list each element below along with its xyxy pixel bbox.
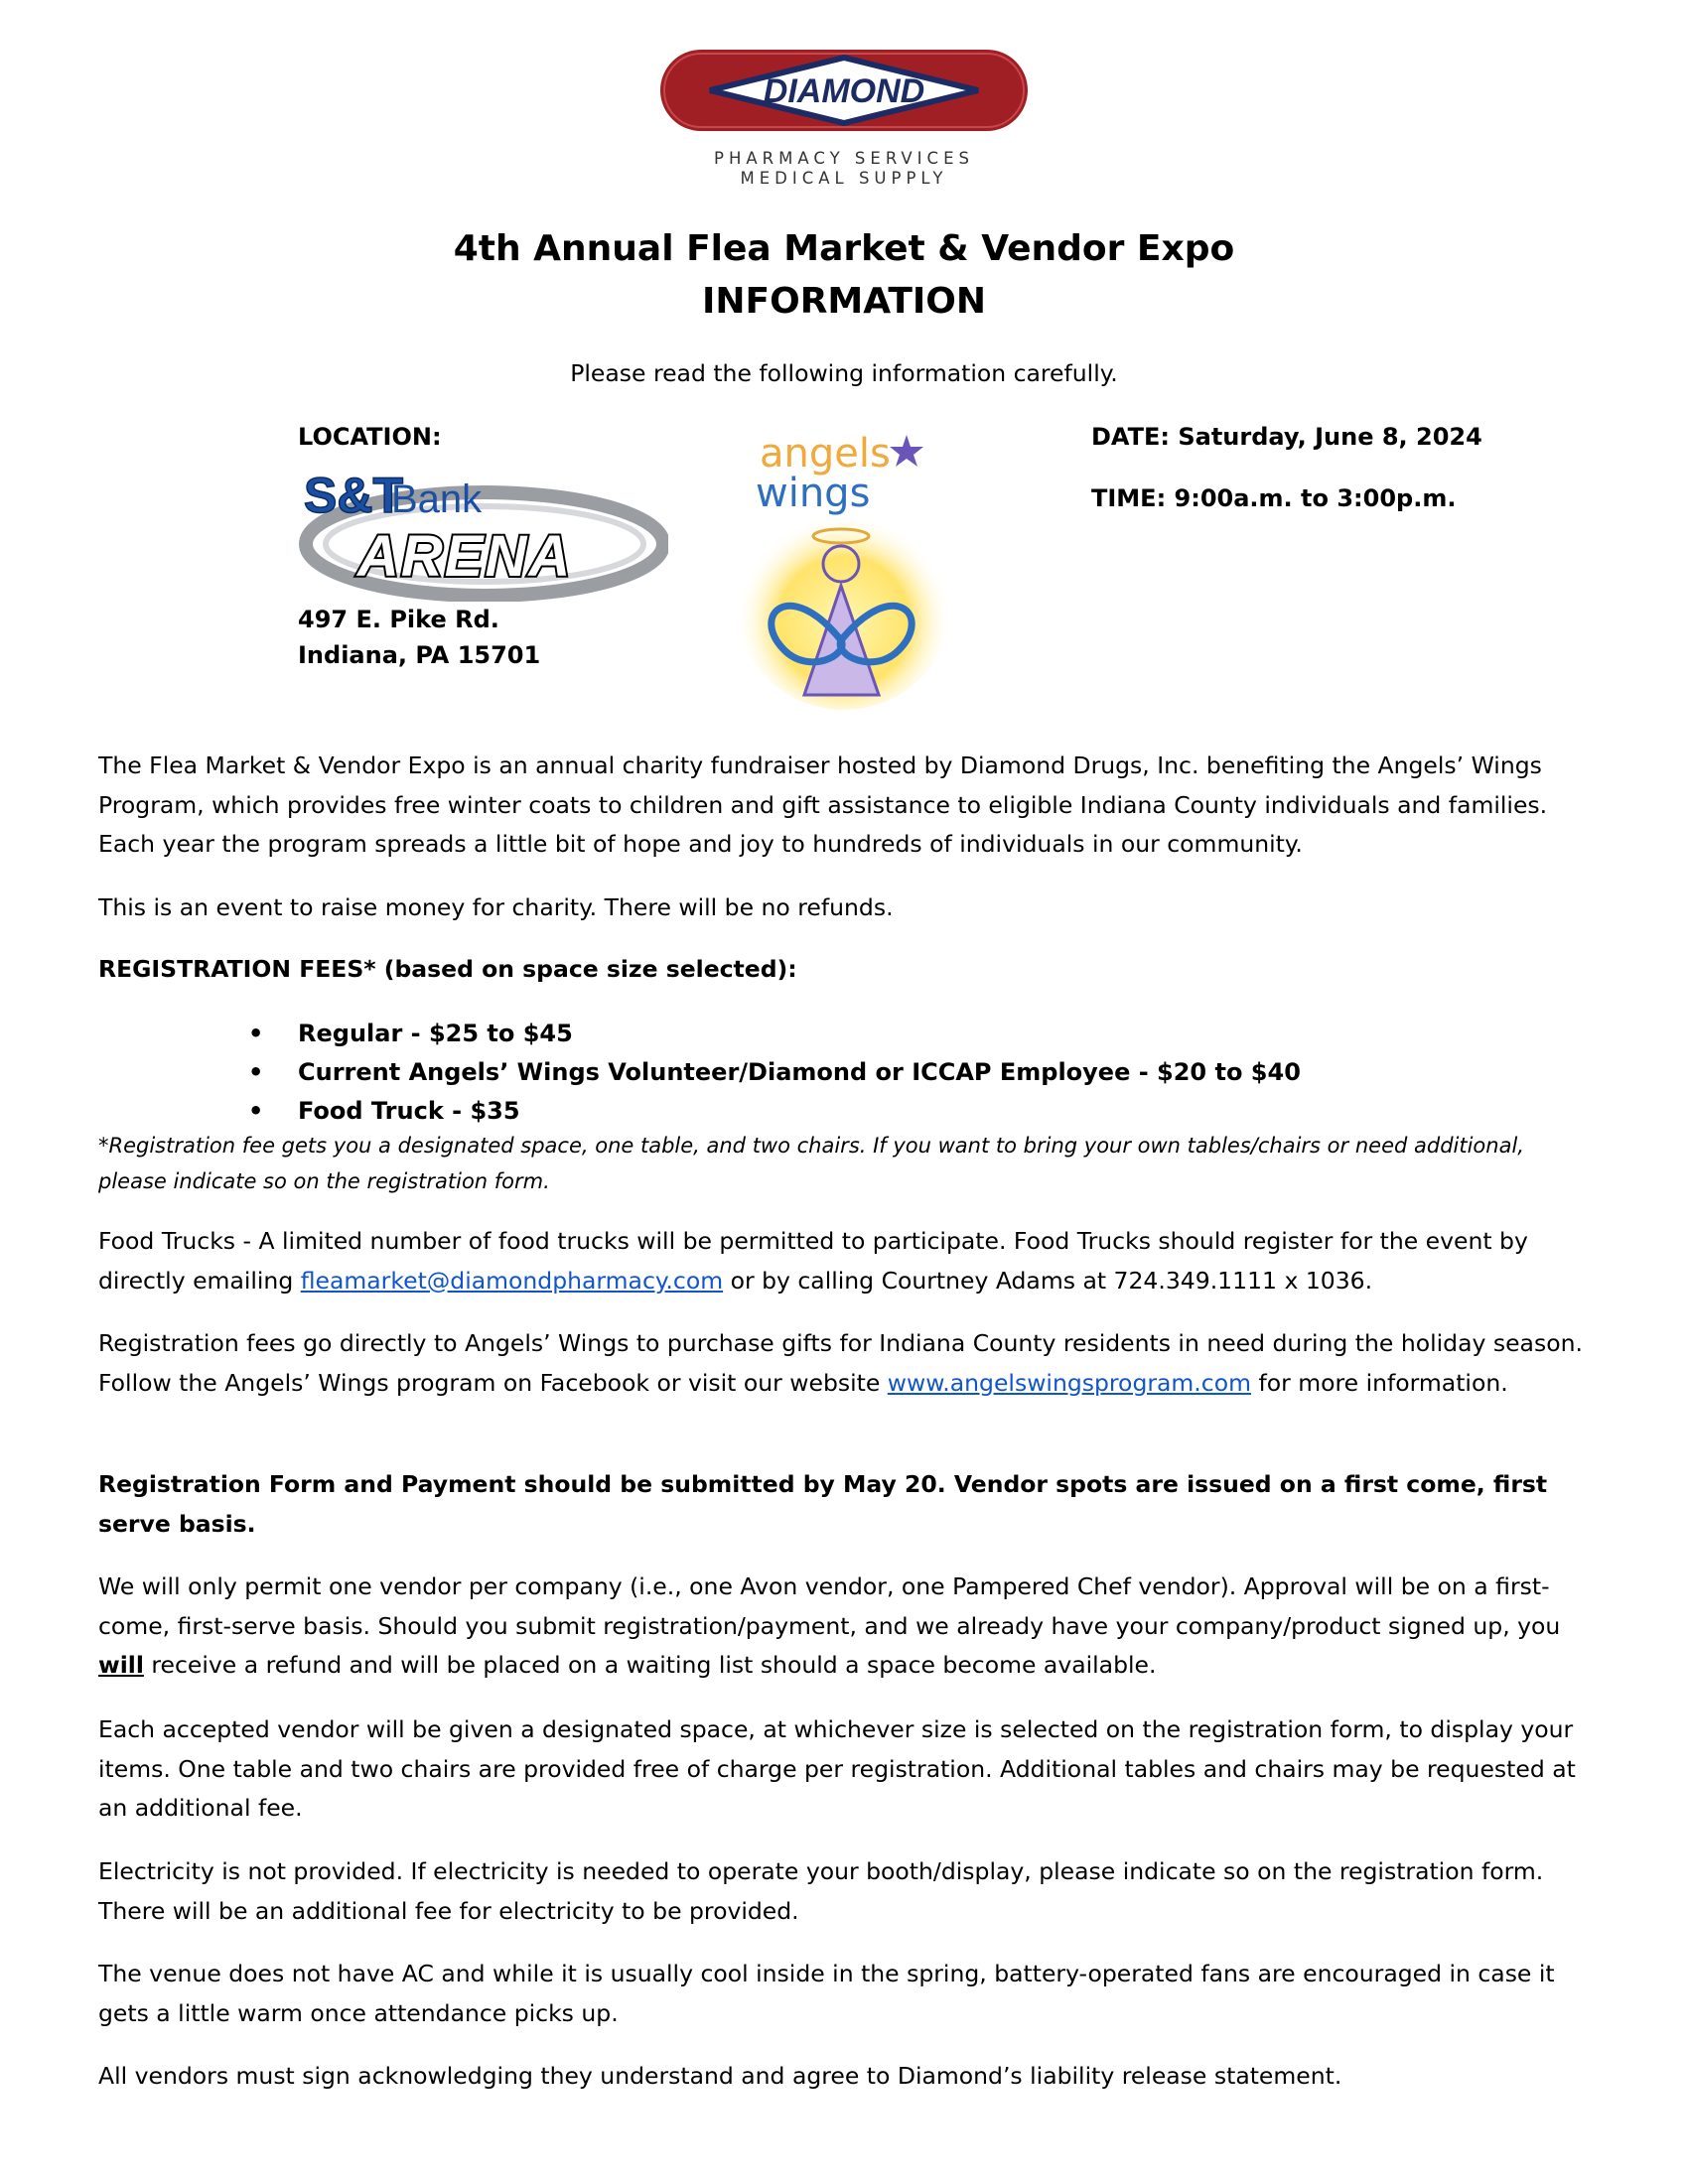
event-time: TIME: 9:00a.m. to 3:00p.m. xyxy=(1091,484,1457,512)
venue-logo-st: S&T xyxy=(304,468,403,523)
liability-paragraph: All vendors must sign acknowledging they understand and agree to Diamond’s liability release statement. xyxy=(98,2062,1342,2090)
diamond-brand-text: DIAMOND xyxy=(763,72,925,110)
electricity-paragraph: Electricity is not provided. If electricity is needed to operate your booth/display, please indicate so on the registration form. There will be an additional fee for electricity to be provided. xyxy=(98,1857,1544,1925)
fees-list xyxy=(248,1015,1301,1131)
address-line2: Indiana, PA 15701 xyxy=(298,641,541,669)
logo-caption-line1: PHARMACY SERVICES xyxy=(714,149,974,168)
email-link[interactable]: fleamarket@diamondpharmacy.com xyxy=(300,1266,724,1295)
angels-wings-logo xyxy=(730,427,953,710)
venue-logo xyxy=(296,465,668,602)
venue-ac-paragraph: The venue does not have AC and while it is usually cool inside in the spring, battery-operated fans are encouraged in case it gets a little warm once attendance picks up. xyxy=(98,1960,1555,2027)
fees-use-text-2: for more information. xyxy=(1250,1368,1508,1397)
intro-paragraph: The Flea Market & Vendor Expo is an annual charity fundraiser hosted by Diamond Drugs, Inc. benefiting the Angels’ Wings Program, which provides free winter coats to children and gift assistance to eligible Indiana County individuals and families. Each year the program spreads a little bit of hope and joy to hundreds of individuals in our community. xyxy=(98,751,1548,858)
fee-item-regular: • Regular - $25 to $45 xyxy=(248,1015,1301,1053)
address-line1: 497 E. Pike Rd. xyxy=(298,606,499,633)
location-label: LOCATION: xyxy=(298,423,442,451)
fees-note: *Registration fee gets you a designated space, one table, and two chairs. If you want to bring your own tables/chairs or need additional, please indicate so on the registration form. xyxy=(98,1134,1524,1193)
venue-logo-arena: ARENA xyxy=(357,524,573,589)
fee-item-volunteer: • Current Angels’ Wings Volunteer/Diamond or ICCAP Employee - $20 to $40 xyxy=(248,1053,1301,1092)
charity-paragraph: This is an event to raise money for charity. There will be no refunds. xyxy=(98,893,894,921)
website-link[interactable]: www.angelswingsprogram.com xyxy=(887,1368,1251,1397)
food-trucks-text-1: Food Trucks - A limited number of food trucks will be permitted to participate. Food Trucks should register for the event by directly emailing xyxy=(98,1227,1528,1295)
fees-heading: REGISTRATION FEES* (based on space size selected): xyxy=(98,955,797,983)
one-vendor-text-2: receive a refund and will be placed on a waiting list should a space become available. xyxy=(143,1651,1157,1679)
fees-use-text-1: Registration fees go directly to Angels’ Wings to purchase gifts for Indiana County residents in need during the holiday season. Follow the Angels’ Wings program on Facebook or visit our website xyxy=(98,1329,1583,1397)
logo-caption-line2: MEDICAL SUPPLY xyxy=(740,169,948,188)
food-trucks-text-2: or by calling Courtney Adams at 724.349.1111 x 1036. xyxy=(723,1266,1373,1295)
one-vendor-emphasis: will xyxy=(98,1651,144,1679)
one-vendor-paragraph xyxy=(98,1568,1598,1686)
page-title: 4th Annual Flea Market & Vendor Expo xyxy=(453,228,1235,269)
instruction-text: Please read the following information carefully. xyxy=(570,359,1118,387)
space-paragraph: Each accepted vendor will be given a designated space, at whichever size is selected on the registration form, to display your items. One table and two chairs are provided free of charge per registration. Additional tables and chairs may be requested at an additional fee. xyxy=(98,1715,1576,1822)
one-vendor-text-1: We will only permit one vendor per company (i.e., one Avon vendor, one Pampered Chef vendor). Approval will be on a first-come, first-serve basis. Should you submit registration/payment, and we already have your company/product signed up, you xyxy=(98,1572,1561,1640)
fees-use-paragraph xyxy=(98,1324,1598,1403)
event-date: DATE: Saturday, June 8, 2024 xyxy=(1091,423,1482,451)
venue-logo-bank: Bank xyxy=(391,478,483,521)
deadline-paragraph: Registration Form and Payment should be submitted by May 20. Vendor spots are issued on a first come, first serve basis. xyxy=(98,1470,1548,1538)
wings-word: wings xyxy=(756,471,871,516)
food-trucks-paragraph xyxy=(98,1222,1598,1300)
page-subtitle: INFORMATION xyxy=(701,281,986,322)
diamond-logo xyxy=(650,40,1038,189)
star-icon xyxy=(890,435,923,467)
fee-item-food-truck: • Food Truck - $35 xyxy=(248,1092,1301,1131)
angels-word: angels xyxy=(760,431,891,477)
diamond-logo-mark xyxy=(650,40,1038,149)
